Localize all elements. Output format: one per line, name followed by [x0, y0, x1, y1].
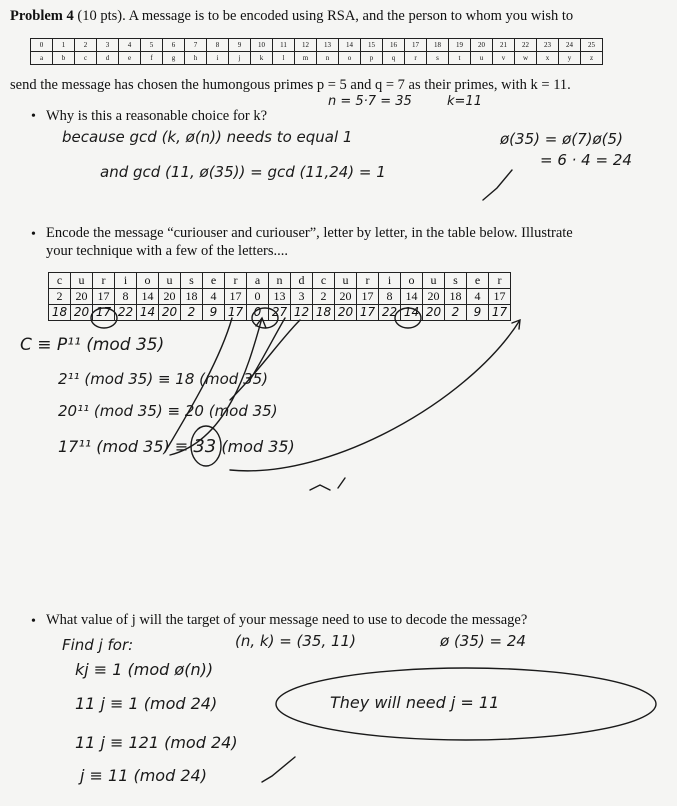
message-letter-cell: c	[313, 273, 335, 289]
question-1-prompt: Why is this a reasonable choice for k?	[46, 108, 268, 124]
long-arrow	[230, 320, 520, 471]
alphabet-number-cell: 10	[251, 39, 273, 52]
alphabet-letter-cell: m	[295, 52, 317, 65]
encoded-value-cell: 22	[379, 305, 401, 321]
handwritten-example-1: 2¹¹ (mod 35) ≡ 18 (mod 35)	[58, 370, 269, 388]
alphabet-number-cell: 8	[207, 39, 229, 52]
message-number-cell: 8	[115, 289, 137, 305]
alphabet-letter-cell: j	[229, 52, 251, 65]
handwritten-n-k: (n, k) = (35, 11)	[235, 632, 356, 650]
encoded-value-cell: 14	[401, 305, 423, 321]
encoded-value-cell: 2	[445, 305, 467, 321]
encoded-value-cell: 9	[467, 305, 489, 321]
check-mark-1	[483, 170, 512, 200]
circle-33	[191, 426, 221, 466]
message-letter-cell: r	[225, 273, 247, 289]
handwritten-step-3: 11 j ≡ 121 (mod 24)	[75, 733, 238, 752]
question-3-prompt: What value of j will the target of your message need to use to decode the message?	[46, 612, 528, 628]
message-letter-cell: i	[379, 273, 401, 289]
alphabet-number-cell: 19	[449, 39, 471, 52]
alphabet-letter-cell: b	[53, 52, 75, 65]
alphabet-letter-cell: h	[185, 52, 207, 65]
message-number-cell: 3	[291, 289, 313, 305]
question-2-prompt-line1: Encode the message “curiouser and curiouser”, letter by letter, in the table below. Illustrate	[46, 225, 573, 241]
message-number-cell: 14	[137, 289, 159, 305]
message-number-cell: 20	[335, 289, 357, 305]
message-letter-cell: u	[159, 273, 181, 289]
handwritten-example-3-lhs: 17¹¹ (mod 35) ≡	[58, 437, 189, 456]
alphabet-letter-cell: i	[207, 52, 229, 65]
alphabet-number-cell: 24	[559, 39, 581, 52]
message-number-cell: 0	[247, 289, 269, 305]
squiggle-mark	[310, 478, 345, 490]
message-number-cell: 13	[269, 289, 291, 305]
alphabet-number-cell: 12	[295, 39, 317, 52]
alphabet-letter-cell: s	[427, 52, 449, 65]
handwritten-circled-33: 33	[193, 436, 217, 457]
alphabet-number-cell: 11	[273, 39, 295, 52]
handwritten-phi-35: ø (35) = 24	[440, 632, 526, 650]
alphabet-number-cell: 2	[75, 39, 97, 52]
check-mark-2	[262, 757, 295, 782]
alphabet-number-cell: 15	[361, 39, 383, 52]
message-letter-cell: u	[335, 273, 357, 289]
message-number-cell: 17	[93, 289, 115, 305]
alphabet-letter-cell: r	[405, 52, 427, 65]
circle-17-first	[91, 308, 117, 328]
encoded-value-cell: 27	[269, 305, 291, 321]
alphabet-number-cell: 0	[31, 39, 53, 52]
alphabet-letter-cell: n	[317, 52, 339, 65]
alphabet-number-cell: 5	[141, 39, 163, 52]
bullet: •	[31, 614, 36, 629]
message-letter-cell: u	[71, 273, 93, 289]
circle-17-third	[395, 308, 421, 328]
message-letter-cell: d	[291, 273, 313, 289]
encoded-value-cell: 14	[137, 305, 159, 321]
handwritten-step-2: 11 j ≡ 1 (mod 24)	[75, 694, 218, 713]
message-number-cell: 20	[71, 289, 93, 305]
alphabet-number-cell: 13	[317, 39, 339, 52]
handwritten-example-2: 20¹¹ (mod 35) ≡ 20 (mod 35)	[58, 402, 278, 420]
message-letter-cell: c	[49, 273, 71, 289]
alphabet-number-cell: 6	[163, 39, 185, 52]
alphabet-letter-cell: y	[559, 52, 581, 65]
alphabet-number-cell: 1	[53, 39, 75, 52]
message-number-cell: 4	[203, 289, 225, 305]
alphabet-letter-cell: p	[361, 52, 383, 65]
message-letter-cell: r	[93, 273, 115, 289]
alphabet-letter-cell: u	[471, 52, 493, 65]
bullet: •	[31, 109, 36, 124]
alphabet-number-cell: 4	[119, 39, 141, 52]
encoded-value-cell: 22	[115, 305, 137, 321]
alphabet-letter-cell: w	[515, 52, 537, 65]
encoded-value-cell: 9	[203, 305, 225, 321]
handwritten-example-3-mod: (mod 35)	[221, 437, 295, 456]
message-letter-cell: o	[137, 273, 159, 289]
alphabet-number-cell: 22	[515, 39, 537, 52]
message-number-cell: 14	[401, 289, 423, 305]
message-letter-cell: e	[203, 273, 225, 289]
alphabet-letter-cell: x	[537, 52, 559, 65]
message-number-cell: 2	[313, 289, 335, 305]
message-number-cell: 20	[159, 289, 181, 305]
encoded-value-cell: 20	[423, 305, 445, 321]
alphabet-letter-cell: k	[251, 52, 273, 65]
encoded-value-cell: 20	[159, 305, 181, 321]
encoded-value-cell: 18	[313, 305, 335, 321]
handwritten-gcd-check: and gcd (11, ø(35)) = gcd (11,24) = 1	[100, 163, 386, 181]
message-letter-cell: r	[489, 273, 511, 289]
message-letter-cell: n	[269, 273, 291, 289]
alphabet-letter-cell: e	[119, 52, 141, 65]
message-letter-cell: u	[423, 273, 445, 289]
arrow-to-20	[230, 320, 300, 400]
alphabet-letter-cell: d	[97, 52, 119, 65]
message-letter-cell: i	[115, 273, 137, 289]
message-letter-cell: r	[357, 273, 379, 289]
handwritten-phi-formula: ø(35) = ø(7)ø(5)	[500, 130, 623, 148]
handwritten-find-j: Find j for:	[62, 636, 134, 654]
alphabet-letter-cell: c	[75, 52, 97, 65]
encoded-value-cell: 2	[181, 305, 203, 321]
message-letter-cell: o	[401, 273, 423, 289]
message-number-cell: 20	[423, 289, 445, 305]
alphabet-letter-cell: a	[31, 52, 53, 65]
encoded-value-cell: 17	[489, 305, 511, 321]
problem-points: (10 pts).	[77, 8, 126, 24]
encoded-value-cell: 20	[71, 305, 93, 321]
message-letter-cell: a	[247, 273, 269, 289]
alphabet-number-cell: 20	[471, 39, 493, 52]
message-letter-cell: s	[181, 273, 203, 289]
handwritten-answer: They will need j = 11	[330, 693, 500, 712]
message-number-cell: 4	[467, 289, 489, 305]
alphabet-number-cell: 25	[581, 39, 603, 52]
alphabet-number-cell: 3	[97, 39, 119, 52]
encoded-value-cell: 18	[49, 305, 71, 321]
message-number-cell: 18	[181, 289, 203, 305]
answer-oval	[276, 668, 656, 740]
alphabet-number-cell: 16	[383, 39, 405, 52]
alphabet-letter-cell: z	[581, 52, 603, 65]
message-number-cell: 18	[445, 289, 467, 305]
message-number-cell: 2	[49, 289, 71, 305]
alphabet-number-cell: 17	[405, 39, 427, 52]
problem-intro-continued: send the message has chosen the humongous primes p = 5 and q = 7 as their primes, with k = 11.	[10, 77, 571, 93]
arrow-to-circled-17b	[165, 318, 232, 452]
handwritten-n: n = 5·7 = 35	[328, 94, 412, 109]
handwritten-gcd-reason: because gcd (k, ø(n)) needs to equal 1	[62, 128, 353, 146]
encoded-value-cell: 17	[225, 305, 247, 321]
alphabet-letter-cell: q	[383, 52, 405, 65]
message-letter-cell: s	[445, 273, 467, 289]
message-number-cell: 17	[489, 289, 511, 305]
alphabet-letter-cell: t	[449, 52, 471, 65]
encoded-value-cell: 12	[291, 305, 313, 321]
message-number-cell: 8	[379, 289, 401, 305]
handwritten-step-4: j ≡ 11 (mod 24)	[80, 766, 207, 785]
handwritten-k: k=11	[447, 94, 482, 109]
alphabet-letter-cell: g	[163, 52, 185, 65]
handwritten-step-1: kj ≡ 1 (mod ø(n))	[75, 660, 214, 679]
alphabet-number-cell: 23	[537, 39, 559, 52]
bullet: •	[31, 227, 36, 242]
alphabet-number-cell: 14	[339, 39, 361, 52]
alphabet-number-cell: 21	[493, 39, 515, 52]
question-2-prompt-line2: your technique with a few of the letters....	[46, 243, 288, 259]
alphabet-number-cell: 9	[229, 39, 251, 52]
message-number-cell: 17	[225, 289, 247, 305]
alphabet-letter-cell: f	[141, 52, 163, 65]
problem-title: Problem 4	[10, 8, 74, 24]
handwritten-phi-value: = 6 · 4 = 24	[540, 151, 632, 169]
alphabet-number-cell: 7	[185, 39, 207, 52]
encoded-value-cell: 17	[357, 305, 379, 321]
message-number-cell: 17	[357, 289, 379, 305]
alphabet-letter-cell: l	[273, 52, 295, 65]
problem-intro: A message is to be encoded using RSA, and the person to whom you wish to	[128, 8, 574, 24]
encoded-value-cell: 0	[247, 305, 269, 321]
alphabet-letter-cell: o	[339, 52, 361, 65]
encoded-value-cell: 17	[93, 305, 115, 321]
message-letter-cell: e	[467, 273, 489, 289]
encoded-value-cell: 20	[335, 305, 357, 321]
alphabet-number-cell: 18	[427, 39, 449, 52]
handwritten-encoding-rule: C ≡ P¹¹ (mod 35)	[20, 335, 165, 355]
alphabet-letter-cell: v	[493, 52, 515, 65]
